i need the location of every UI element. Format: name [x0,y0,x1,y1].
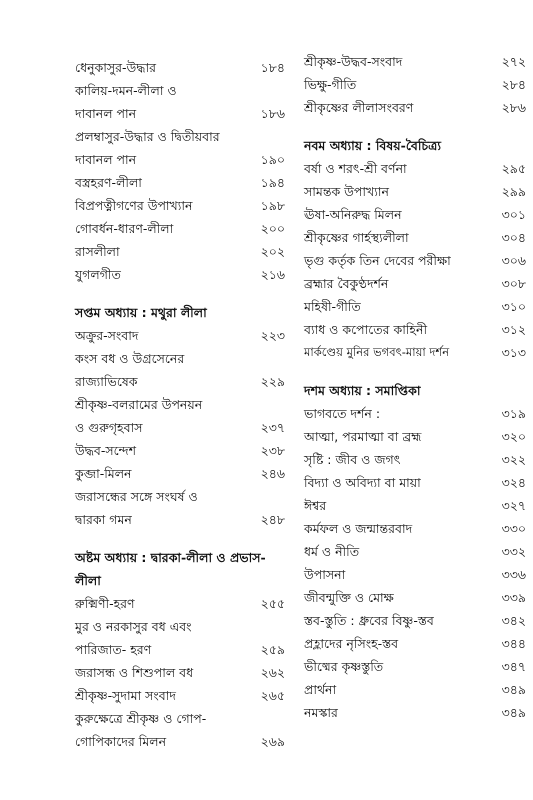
entry-title: ধেনুকাসুর-উদ্ধার [75,60,156,75]
toc-entry [75,240,285,263]
entry-title: ঊষা-অনিরুদ্ধ মিলন [304,207,402,222]
entry-title: জরাসন্ধ ও শিশুপাল বধ [75,665,194,680]
entry-title: উদ্ধব-সন্দেশ [75,443,137,458]
entry-title: শ্রীকৃষ্ণ-উদ্ধব-সংবাদ [304,54,403,69]
toc-right-column [304,50,526,724]
entry-title: সামন্তক উপাখ্যান [304,184,389,199]
chapter-heading-text: নবম অধ্যায় : বিষয়-বৈচিত্র্য [304,138,441,153]
entry-page: ৩৩৬ [501,567,526,582]
toc-chapter-9 [304,134,526,364]
spacer [75,286,285,301]
toc-entry [75,194,285,217]
entry-title: শ্রীকৃষ্ণের গার্হস্থ্যলীলা [304,230,409,245]
toc-entry [304,701,526,724]
entry-page: ১৮৬ [260,106,285,121]
entry-title: বিদ্যা ও অবিদ্যা বা মায়া [304,475,421,490]
toc-chapter-7 [75,301,285,531]
toc-entry [304,563,526,586]
entry-title: মহিষী-গীতি [304,299,361,314]
entry-title: দাবানল পান [75,106,137,121]
entry-page: ২৯৯ [501,184,526,199]
entry-title: রাসলীলা [75,244,120,259]
entry-page: ২২৩ [260,328,285,343]
entry-page: ২৫৫ [260,596,285,611]
entry-title: দ্বারকা গমন [75,512,132,527]
toc-entry [304,609,526,632]
toc-entry [75,217,285,240]
entry-page: ২৪৬ [260,466,285,481]
entry-title: কুরুক্ষেত্রে শ্রীকৃষ্ণ ও গোপ- [75,711,207,726]
toc-entry [75,638,285,661]
entry-page: ৩১৩ [501,345,526,360]
entry-title: জীবন্মুক্তি ও মোক্ষ [304,590,394,605]
entry-title: শ্রীকৃষ্ণের লীলাসংবরণ [304,100,414,115]
toc-entry [75,661,285,684]
entry-title: বর্ষা ও শরৎ-শ্রী বর্ণনা [304,161,407,176]
toc-entry [304,341,526,364]
entry-title: ব্রহ্মার বৈকুণ্ঠদর্শন [304,276,389,291]
entry-title: গোবর্ধন-ধারণ-লীলা [75,221,174,236]
toc-entry [304,318,526,341]
entry-title: পারিজাত- হরণ [75,642,152,657]
toc-group-left-1 [75,56,285,286]
entry-title: কংস বধ ও উগ্রসেনের [75,351,185,366]
toc-entry [75,439,285,462]
toc-entry [304,425,526,448]
toc-entry [75,508,285,531]
entry-title: শ্রীকৃষ্ণ-সুদামা সংবাদ [75,688,176,703]
entry-page: ১৯৮ [260,198,285,213]
spacer [304,364,526,379]
entry-page: ২৯৫ [501,161,526,176]
toc-entry [75,615,285,638]
entry-page: ৩২৭ [501,498,526,513]
toc-left-column [75,56,285,753]
entry-title: রুক্মিণী-হরণ [75,596,135,611]
entry-title: যুগলগীত [75,267,121,282]
toc-entry [75,592,285,615]
entry-title: প্রার্থনা [304,682,337,697]
toc-entry [304,586,526,609]
toc-entry [75,416,285,439]
toc-entry [304,73,526,96]
entry-title: কুব্জা-মিলন [75,466,132,481]
entry-title: শ্রীকৃষ্ণ-বলরামের উপনয়ন [75,397,203,412]
toc-entry [75,370,285,393]
chapter-heading-text: দশম অধ্যায় : সমাপ্তিকা [304,383,421,398]
entry-page: ৩৪৪ [501,636,526,651]
chapter-heading [75,546,285,569]
entry-page: ৩১৯ [501,406,526,421]
spacer [304,119,526,134]
entry-page: ২৫৯ [260,642,285,657]
entry-title: কালিয়-দমন-লীলা ও [75,83,177,98]
entry-page: ৩৩০ [501,521,526,536]
entry-page: ৩২২ [501,452,526,467]
toc-entry [75,148,285,171]
toc-entry [75,324,285,347]
toc-entry [304,471,526,494]
toc-chapter-10 [304,379,526,724]
entry-page: ৩০১ [501,207,526,222]
entry-title: জরাসন্ধের সঙ্গে সংঘর্ষ ও [75,489,198,504]
toc-entry [304,517,526,540]
entry-page: ১৯৪ [260,175,285,190]
toc-entry [75,684,285,707]
toc-entry [75,171,285,194]
entry-title: ভীষ্মের কৃষ্ণস্তুতি [304,659,384,674]
toc-group-right-1 [304,50,526,119]
entry-title: ভাগবতে দর্শন : [304,406,381,421]
entry-title: ঈশ্বর [304,498,327,513]
entry-page: ৩০৪ [501,230,526,245]
toc-entry [75,79,285,102]
toc-entry [304,50,526,73]
chapter-heading-text: অষ্টম অধ্যায় : দ্বারকা-লীলা ও প্রভাস- [75,550,266,565]
entry-title: অক্রুর-সংবাদ [75,328,139,343]
entry-page: ৩৩৯ [501,590,526,605]
entry-page: ৩০৮ [501,276,526,291]
toc-entry [304,632,526,655]
toc-entry [304,96,526,119]
toc-entry [304,655,526,678]
entry-page: ২৬২ [260,665,285,680]
toc-entry [75,707,285,730]
toc-entry [75,393,285,416]
entry-title: আত্মা, পরমাত্মা বা ব্রহ্ম [304,429,422,444]
entry-page: ২০২ [260,244,285,259]
entry-page: ২২৯ [260,374,285,389]
toc-entry [304,295,526,318]
toc-entry [304,272,526,295]
entry-title: ও গুরুগৃহবাস [75,420,143,435]
toc-entry [304,448,526,471]
entry-title: সৃষ্টি : জীব ও জগৎ [304,452,401,467]
entry-page: ২৮৬ [501,100,526,115]
entry-title: স্তব-স্তুতি : ধ্রুবের বিষ্ণু-স্তব [304,613,434,628]
entry-page: ৩১২ [501,322,526,337]
entry-title: কর্মফল ও জন্মান্তরবাদ [304,521,413,536]
spacer [75,531,285,546]
toc-entry [75,347,285,370]
chapter-heading-text: সপ্তম অধ্যায় : মথুরা লীলা [75,305,207,320]
entry-page: ৩২৪ [501,475,526,490]
entry-page: ৩০৬ [501,253,526,268]
entry-page: ২৩৭ [260,420,285,435]
entry-page: ২৭২ [501,54,526,69]
entry-title: গোপিকাদের মিলন [75,734,167,749]
entry-page: ৩৩২ [501,544,526,559]
toc-entry [304,157,526,180]
entry-page: ১৮৪ [260,60,285,75]
chapter-heading-continued [75,569,285,592]
toc-entry [75,485,285,508]
chapter-heading [304,134,526,157]
entry-page: ৩২০ [501,429,526,444]
toc-entry [75,730,285,753]
entry-page: ২৩৮ [260,443,285,458]
entry-title: প্রহ্লাদের নৃসিংহ-স্তব [304,636,399,651]
entry-page: ১৯০ [260,152,285,167]
entry-page: ২৬৫ [260,688,285,703]
entry-title: ব্যাধ ও কপোতের কাহিনী [304,322,428,337]
chapter-heading [75,301,285,324]
chapter-heading [304,379,526,402]
entry-title: উপাসনা [304,567,346,582]
entry-page: ২০০ [260,221,285,236]
toc-entry [304,402,526,425]
entry-page: ৩৪২ [501,613,526,628]
entry-page: ৩৪৭ [501,659,526,674]
toc-entry [75,462,285,485]
toc-entry [304,203,526,226]
entry-title: রাজ্যাভিষেক [75,374,138,389]
entry-title: মার্কণ্ডেয় মুনির ভগবৎ-মায়া দর্শন [304,345,450,359]
toc-entry [75,263,285,286]
entry-title: ভিক্ষু-গীতি [304,77,357,92]
entry-title: প্রলম্বাসুর-উদ্ধার ও দ্বিতীয়বার [75,129,220,144]
entry-page: ২৪৮ [260,512,285,527]
entry-title: বিপ্রপত্নীগণের উপাখ্যান [75,198,193,213]
entry-page: ২৮৪ [501,77,526,92]
entry-page: ২১৬ [260,267,285,282]
chapter-heading-text: লীলা [75,573,101,588]
entry-title: ভৃগু কর্তৃক তিন দেবের পরীক্ষা [304,253,451,268]
toc-entry [75,125,285,148]
toc-entry [304,540,526,563]
toc-entry [304,180,526,203]
entry-title: নমস্কার [304,705,338,720]
toc-entry [304,678,526,701]
entry-page: ৩৪৯ [501,682,526,697]
entry-page: ২৬৯ [260,734,285,749]
entry-title: বস্ত্রহরণ-লীলা [75,175,142,190]
toc-entry [75,56,285,79]
toc-entry [304,249,526,272]
entry-title: মুর ও নরকাসুর বধ এবং [75,619,192,634]
toc-entry [75,102,285,125]
entry-page: ৩৪৯ [501,705,526,720]
toc-chapter-8 [75,546,285,753]
toc-entry [304,494,526,517]
toc-entry [304,226,526,249]
entry-title: দাবানল পান [75,152,137,167]
entry-title: ধর্ম ও নীতি [304,544,360,559]
entry-page: ৩১০ [501,299,526,314]
